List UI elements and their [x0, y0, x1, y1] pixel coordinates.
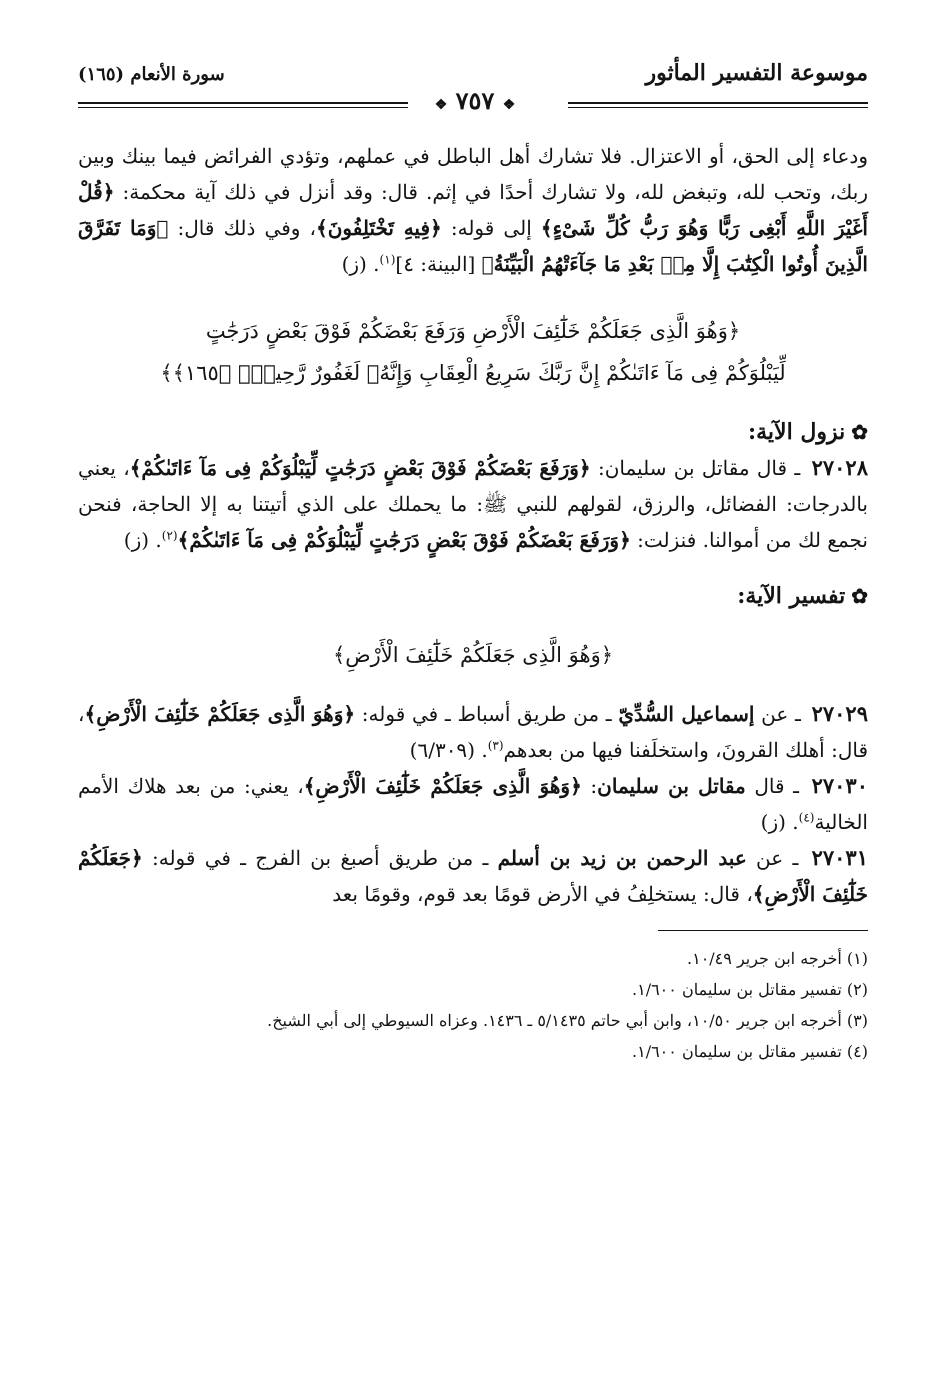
- footnotes: [78, 943, 868, 1067]
- book-title: موسوعة التفسير المأثور: [645, 60, 868, 86]
- entry-paragraph: ٢٧٠٢٨ ـ قال مقاتل بن سليمان: ﴿وَرَفَعَ بَعْضَكُمْ فَوْقَ بَعْضٍ دَرَجَٰتٍ لِّيَبْلُوَكُمْ فِى مَآ ءَاتَىٰكُمْ﴾، يعني بالدرجات: الفضائل، والرزق، لقولهم للنبي ﷺ: ما يحملك على الذي أتيتنا به إلا الحاجة، فنحن نجمع لك من أموالنا. فنزلت: ﴿وَرَفَعَ بَعْضَكُمْ فَوْقَ بَعْضٍ دَرَجَٰتٍ لِّيَبْلُوَكُمْ فِى مَآ ءَاتَىٰكُمْ﴾$^{(٢)}$. (ز): [78, 455, 868, 552]
- footnote-marker: (٤): [798, 810, 815, 825]
- footnote-rule: [658, 930, 868, 931]
- entry-paragraph: ٢٧٠٣٠ ـ قال مقاتل بن سليمان: ﴿وَهُوَ الَّذِى جَعَلَكُمْ خَلَٰٓئِفَ الْأَرْضِ﴾، يعني: من بعد هلاك الأمم الخالية$^{(٤)}$. (ز): [78, 773, 868, 834]
- footnote-marker: (١): [379, 252, 396, 267]
- footnote: (٢) تفسير مقاتل بن سليمان ١/٦٠٠.: [632, 980, 868, 999]
- quran-quote: ﴿وَهُوَ الَّذِى جَعَلَكُمْ خَلَٰٓئِفَ الْأَرْضِ﴾: [84, 702, 356, 726]
- footnote-marker: (٣): [487, 738, 504, 753]
- ornament-icon: ❖: [434, 97, 448, 113]
- quran-quote: ﴿وَرَفَعَ بَعْضَكُمْ فَوْقَ بَعْضٍ دَرَجَٰتٍ لِّيَبْلُوَكُمْ فِى مَآ ءَاتَىٰكُمْ﴾: [129, 456, 591, 480]
- quran-quote: ﴿وَهُوَ الَّذِى جَعَلَكُمْ خَلَٰٓئِفَ الْأَرْضِ﴾: [303, 774, 582, 798]
- surah-label: سورة الأنعام (١٦٥): [78, 64, 225, 85]
- quran-quote: ﴿فِيهِ تَخْتَلِفُونَ﴾: [316, 216, 442, 240]
- header-rule-left: [78, 102, 408, 104]
- section-heading-tafsir: ✿تفسير الآية:: [737, 583, 868, 609]
- header-rule-right: [568, 102, 868, 104]
- entry-number: ٢٧٠٣٠: [811, 773, 868, 798]
- intro-paragraph: ودعاء إلى الحق، أو الاعتزال. فلا تشارك أهل الباطل في عملهم، وتؤدي الفرائض فيما بينك وبين ربك، وتحب لله، وتبغض لله، ولا تشارك أحدًا في إثم. قال: وقد أنزل في ذلك آية محكمة: ﴿قُلْ أَغَيْرَ اللَّهِ أَبْغِى رَبًّا وَهُوَ رَبُّ كُلِّ شَىْءٍ﴾ إلى قوله: ﴿فِيهِ تَخْتَلِفُونَ﴾، وفي ذلك قال: ﴿وَمَا تَفَرَّقَ الَّذِينَ أُوتُوا الْكِتَٰبَ إِلَّا مِنۢ بَعْدِ مَا جَآءَتْهُمُ الْبَيِّنَةُ﴾ [البينة: ٤]$^{(١)}$. (ز): [78, 144, 868, 276]
- section-heading-nuzul: ✿نزول الآية:: [748, 419, 868, 445]
- footnote: (٤) تفسير مقاتل بن سليمان ١/٦٠٠.: [632, 1042, 868, 1061]
- entry-number: ٢٧٠٣١: [811, 845, 868, 870]
- quran-quote: ﴿جَعَلَكُمْ خَلَٰٓئِفَ الْأَرْضِ﴾: [78, 846, 868, 906]
- entry-paragraph: ٢٧٠٣١ ـ عن عبد الرحمن بن زيد بن أسلم ـ من طريق أصبغ بن الفرج ـ في قوله: ﴿جَعَلَكُمْ خَلَٰٓئِفَ الْأَرْضِ﴾، قال: يستخلِفُ في الأرض قومًا بعد قوم، وقومًا بعد: [78, 845, 868, 906]
- narrator-name: عبد الرحمن بن زيد بن أسلم: [497, 846, 747, 870]
- quran-quote: ﴿وَمَا تَفَرَّقَ الَّذِينَ أُوتُوا الْكِتَٰبَ إِلَّا مِنۢ بَعْدِ مَا جَآءَتْهُمُ الْبَيِّنَةُ﴾: [78, 216, 868, 276]
- verse-line: لِّيَبْلُوَكُمْ فِى مَآ ءَاتَىٰكُمْ إِنَّ رَبَّكَ سَرِيعُ الْعِقَابِ وَإِنَّهُۥ لَغَفُورٌ رَّحِيمٌۢ ﴿١٦٥﴾﴾: [160, 361, 786, 385]
- verse-segment: ﴿وَهُوَ الَّذِى جَعَلَكُمْ خَلَٰٓئِفَ الْأَرْضِ﴾: [332, 643, 614, 667]
- footnote: (٣) أخرجه ابن جرير ١٠/٥٠، وابن أبي حاتم ٥/١٤٣٥ ـ ١٤٣٦. وعزاه السيوطي إلى أبي الشيخ.: [267, 1011, 868, 1030]
- verse-block: [78, 310, 868, 394]
- page: [78, 58, 868, 1358]
- flower-icon: ✿: [851, 584, 868, 608]
- main-text: [78, 138, 868, 1067]
- quran-quote: ﴿قُلْ أَغَيْرَ اللَّهِ أَبْغِى رَبًّا وَهُوَ رَبُّ كُلِّ شَىْءٍ﴾: [78, 180, 868, 240]
- entry-number: ٢٧٠٢٩: [811, 701, 868, 726]
- narrator-name: إسماعيل السُّدِّيّ: [618, 702, 755, 726]
- entry-paragraph: ٢٧٠٢٩ ـ عن إسماعيل السُّدِّيّ ـ من طريق أسباط ـ في قوله: ﴿وَهُوَ الَّذِى جَعَلَكُمْ خَلَٰٓئِفَ الْأَرْضِ﴾، قال: أهلك القرونَ، واستخلَفنا فيها من بعدهم$^{(٣)}$. (٦/٣٠٩): [78, 701, 868, 762]
- flower-icon: ✿: [851, 420, 868, 444]
- page-number: ❖ ٧٥٧ ❖: [434, 86, 516, 115]
- quran-quote: ﴿وَرَفَعَ بَعْضَكُمْ فَوْقَ بَعْضٍ دَرَجَٰتٍ لِّيَبْلُوَكُمْ فِى مَآ ءَاتَىٰكُمْ﴾: [177, 528, 631, 552]
- verse-line: ﴿وَهُوَ الَّذِى جَعَلَكُمْ خَلَٰٓئِفَ الْأَرْضِ وَرَفَعَ بَعْضَكُمْ فَوْقَ بَعْضٍ دَرَجَٰتٍ: [205, 319, 741, 343]
- footnote: (١) أخرجه ابن جرير ١٠/٤٩.: [687, 949, 868, 968]
- footnote-marker: (٢): [161, 528, 178, 543]
- narrator-name: مقاتل بن سليمان: [597, 774, 746, 798]
- entry-number: ٢٧٠٢٨: [811, 455, 868, 480]
- ornament-icon: ❖: [502, 97, 516, 113]
